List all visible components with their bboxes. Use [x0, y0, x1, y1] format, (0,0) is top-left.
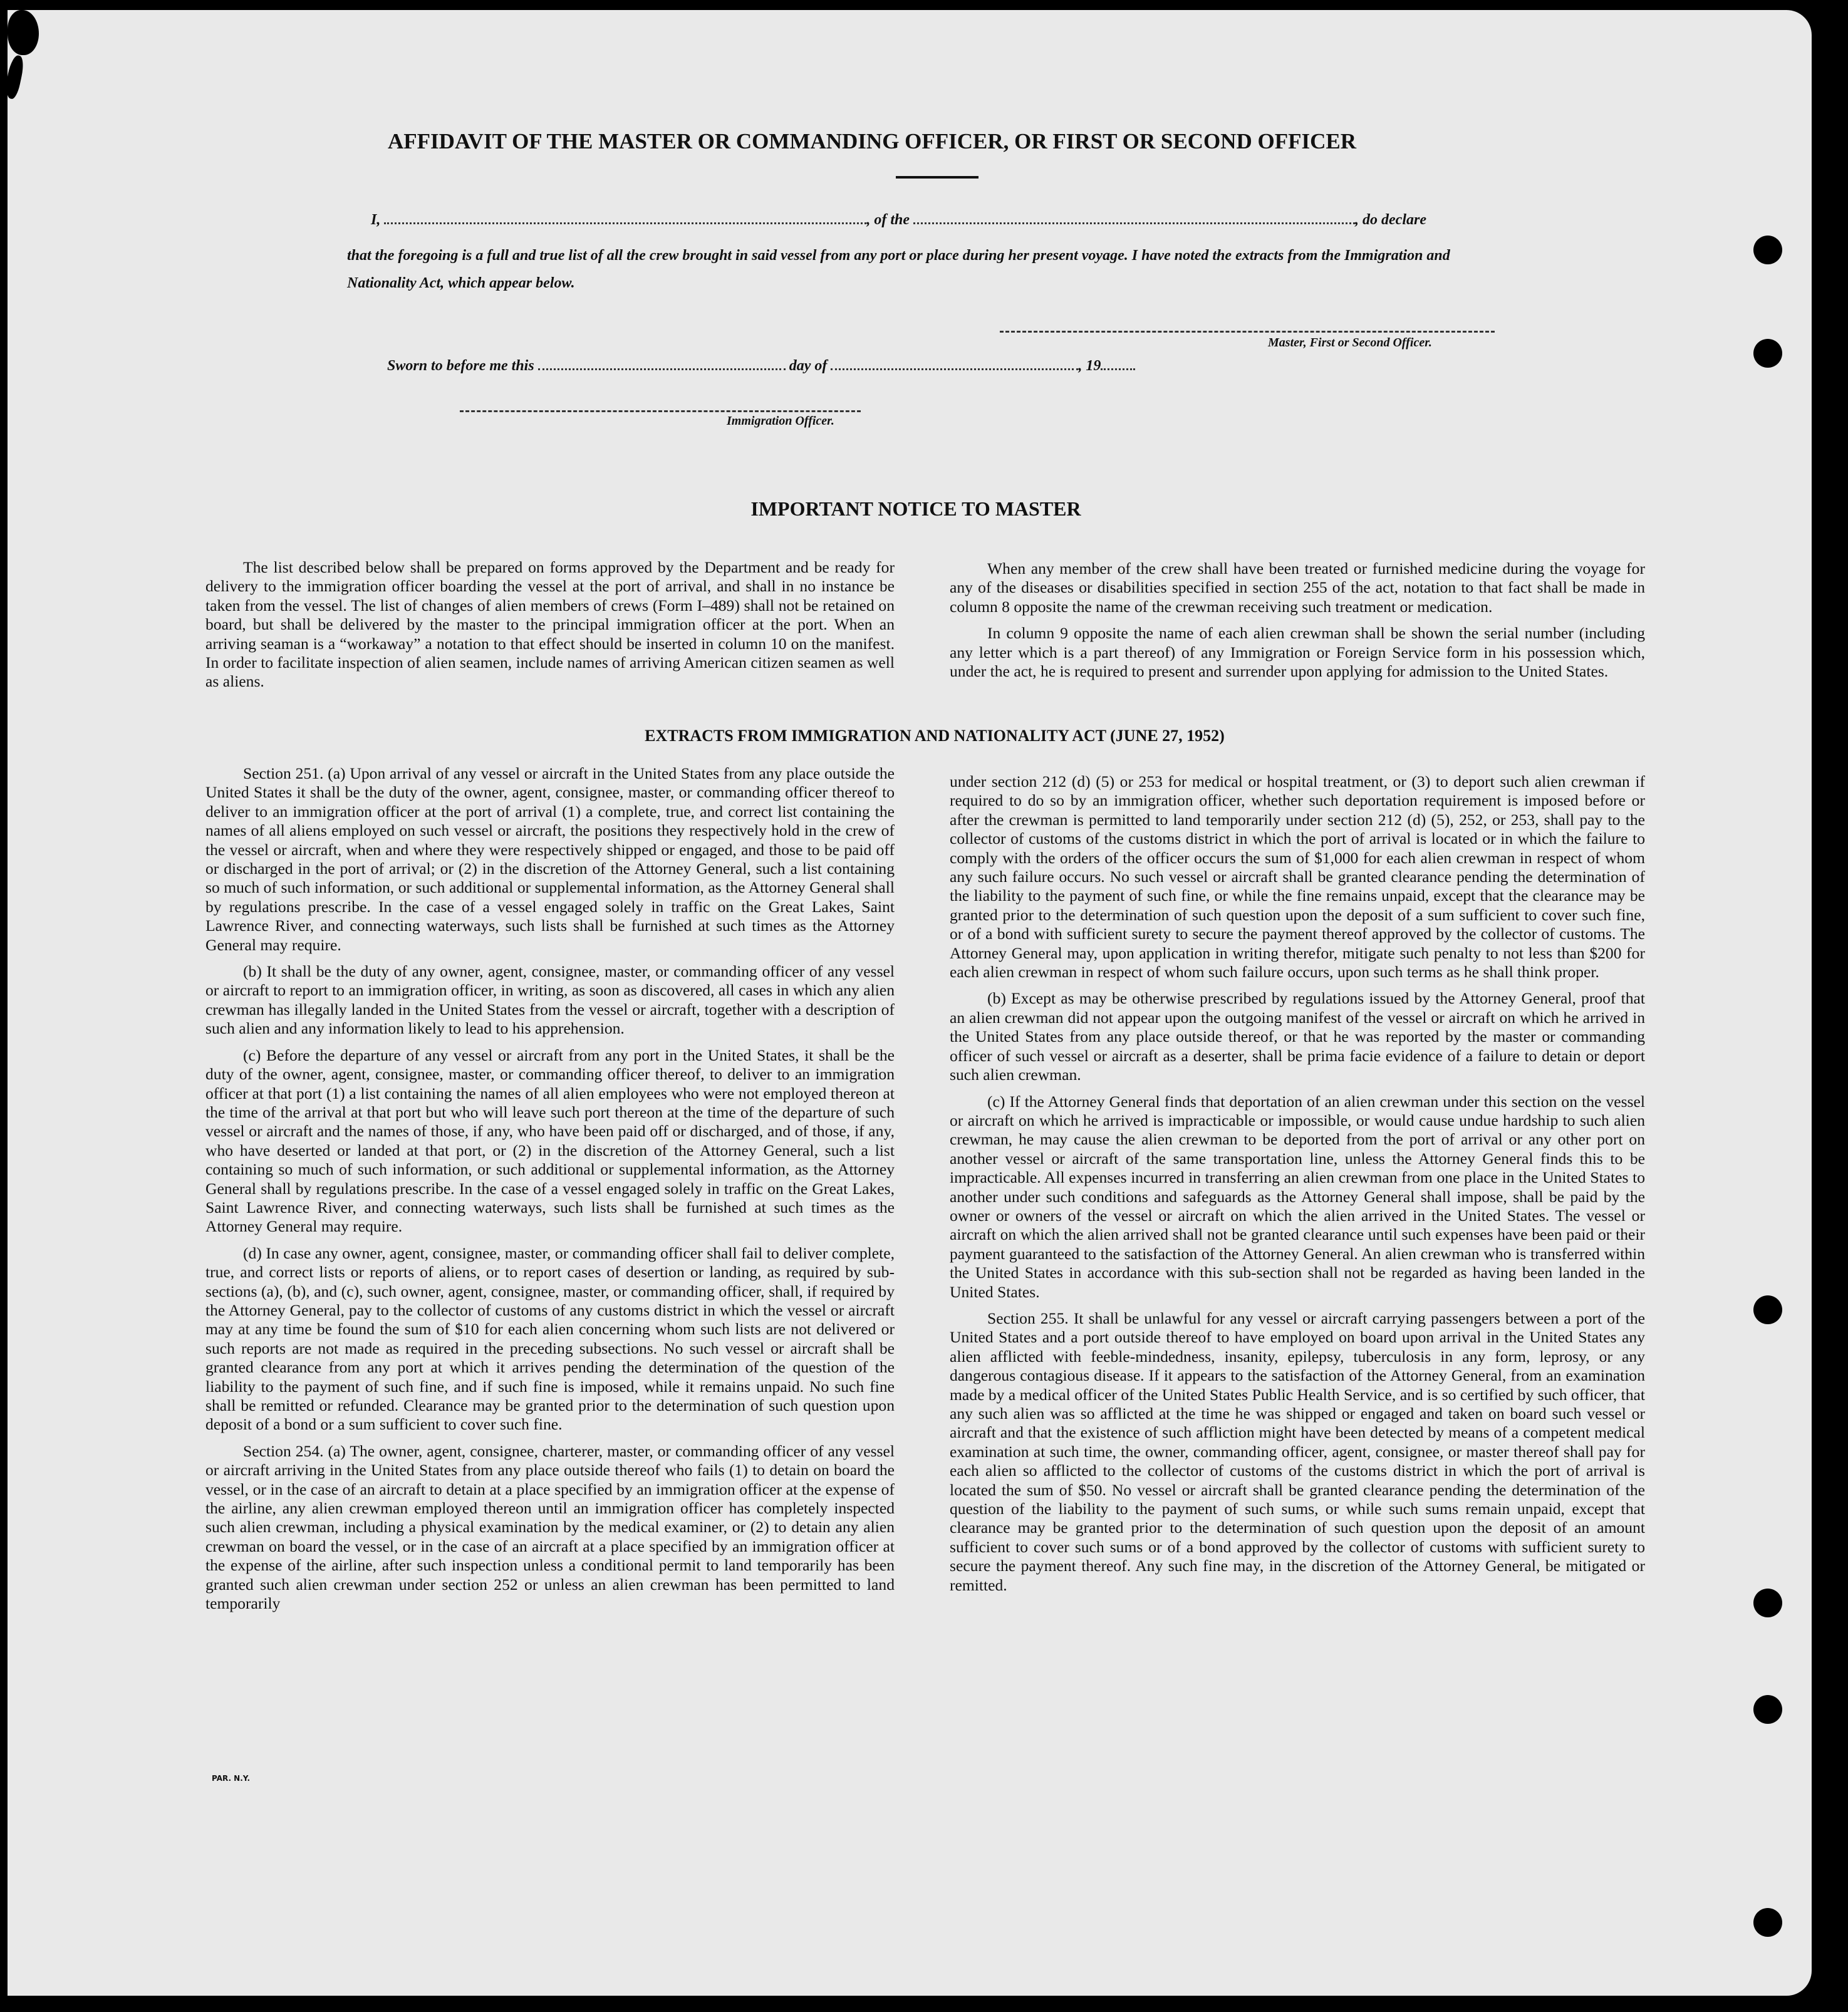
ink-blot — [8, 10, 39, 55]
master-signature-caption: Master, First or Second Officer. — [1268, 336, 1432, 350]
vessel-blank[interactable] — [913, 214, 1355, 224]
section-255: Section 255. It shall be unlawful for any vessel or aircraft carrying passengers between a port of the United States and a port outside thereof to have employed on board upon arrival in the United States any alien afflicted with feeble-mindedness, insanity, epilepsy, tuberculosis in any form, leprosy, or any dangerous contagious disease. If it appears to the satisfaction of the Attorney General, from an examination made by a medical officer of the United States Public Health Service, and is so certified by such officer, that any such alien was so afflicted at the time he was shipped or engaged and taken on board such vessel or aircraft and that the existence of such affliction might have been detected by means of a competent medical examination at such time, the owner, commanding officer, agent, consignee, or master thereof shall pay for each alien so afflicted to the collector of customs of the customs district in which the port of arrival is located the sum of $50. No vessel or aircraft shall be granted clearance pending the determination of the question of the liability to the payment of such sums, or while such sums remain unpaid, except that clearance may be granted prior to the determination of such question upon the deposit of an amount sufficient to cover such sums or of a bond approved by the collector of customs with sufficient surety to secure the payment thereof. Any such fine may, in the discretion of the Attorney General, be mitigated or remitted. — [950, 1309, 1645, 1594]
notice-title: IMPORTANT NOTICE TO MASTER — [750, 497, 1081, 520]
ink-blot — [3, 54, 26, 100]
officer-signature-line[interactable] — [460, 410, 861, 412]
section-251d: (d) In case any owner, agent, consignee, master, or commanding officer shall fail to deliver complete, true, and correct lists or reports of aliens, or to report cases of desertion or landing, as required by sub-sections (a), (b), and (c), such owner, agent, consignee, master, or commanding officer, shall, if required by the Attorney General, pay to the collector of customs of any customs district in which the vessel or aircraft may at any time be found the sum of $10 for each alien concerning whom such lists are not delivered or such reports are not made as required in the preceding subsections. No such vessel or aircraft shall be granted clearance from any port at which it arrives pending the determination of the question of the liability to the payment of such fine, and if such fine is imposed, while it remains unpaid. No such fine shall be remitted or refunded. Clearance may be granted prior to the determination of such question upon deposit of a bond or a sum sufficient to cover such fine. — [205, 1243, 895, 1434]
extracts-right-column — [950, 772, 1645, 1602]
sworn-line — [387, 358, 1264, 375]
punch-hole — [1753, 1695, 1782, 1724]
printer-mark: PAR. N.Y. — [212, 1774, 251, 1783]
notice-paragraph: In column 9 opposite the name of each alien crewman shall be shown the serial number (including any letter which is a part thereof) of any Immigration or Foreign Service form in his possession which, under the act, he is required to present and surrender upon applying for admission to the United States. — [950, 624, 1645, 681]
declaration-i-label: I, — [371, 212, 381, 228]
document-page — [8, 10, 1812, 1996]
extracts-title: EXTRACTS FROM IMMIGRATION AND NATIONALITY ACT (JUNE 27, 1952) — [645, 727, 1225, 745]
section-251a: Section 251. (a) Upon arrival of any vessel or aircraft in the United States from any place outside the United States it shall be the duty of the owner, agent, consignee, master, or commanding officer thereof to deliver to an immigration officer at the port of arrival (1) a complete, true, and correct list containing the names of all aliens employed on such vessel or aircraft, the positions they respectively hold in the crew of the vessel or aircraft, when and where they were respectively shipped or engaged, and those to be paid off or discharged in the port of arrival; or (2) in the discretion of the Attorney General, such a list containing so much of such information, or such additional or supplemental information, as the Attorney General shall by regulations prescribe. In the case of a vessel engaged solely in traffic on the Great Lakes, Saint Lawrence River, and connecting waterways, such lists shall be furnished at such times as the Attorney General may require. — [205, 764, 895, 954]
affidavit-title: AFFIDAVIT OF THE MASTER OR COMMANDING OFFICER, OR FIRST OR SECOND OFFICER — [388, 129, 1356, 153]
declaration-text: that the foregoing is a full and true list of all the crew brought in said vessel from any port or place during her present voyage. I have noted the extracts from the Immigration and Nationality Act, which appear below. — [347, 247, 1450, 291]
sworn-label: Sworn to before me this — [387, 358, 534, 374]
name-blank[interactable] — [384, 214, 866, 224]
of-the-label: , of the — [866, 212, 910, 228]
section-254a-continued: under section 212 (d) (5) or 253 for medical or hospital treatment, or (3) to deport such alien crewman if required to do so by an immigration officer, whether such deportation requirement is imposed before or after the crewman is permitted to land temporarily under section 212 (d) (5), 252, or 253, shall pay to the collector of customs of the customs district in which the port of arrival is located or in which the failure to comply with the orders of the officer occurs the sum of $1,000 for each alien crewman in respect of whom any such failure occurs. No such vessel or aircraft shall be granted clearance pending the determination of the liability to the payment of such fine, or while the fine remains unpaid, except that the clearance may be granted prior to the determination of such question upon the deposit of a sum sufficient to cover such fine, or of a bond with sufficient surety to secure the payment thereof approved by the collector of customs. The Attorney General may, upon application in writing therefor, mitigate such penalty to not less than $200 for each alien crewman in respect of whom such failure occurs, upon such terms as he shall think proper. — [950, 772, 1645, 982]
punch-hole — [1753, 236, 1782, 264]
punch-hole — [1753, 1295, 1782, 1324]
sworn-day-blank[interactable] — [538, 360, 786, 370]
section-251c: (c) Before the departure of any vessel or aircraft from any port in the United States, it shall be the duty of the owner, agent, consignee, master, or commanding officer thereof, to deliver to an immigration officer at that port (1) a list containing the names of all alien employees who were not employed thereon at the time of the arrival at that port but who will leave such port thereon at the time of the departure of such vessel or aircraft and the names of those, if any, who have been paid off or discharged, and of those, if any, who have deserted or landed at that port, or (2) in the discretion of the Attorney General, such a list containing so much of such information, or such additional or supplemental information, as the Attorney General shall by regulations prescribe. In the case of a vessel engaged solely in traffic on the Great Lakes, Saint Lawrence River, and connecting waterways, such lists shall be furnished at such times as the Attorney General may require. — [205, 1045, 895, 1236]
do-declare-label: , do declare — [1355, 212, 1426, 228]
year-prefix-label: , 19 — [1078, 358, 1101, 374]
master-signature-line[interactable] — [1000, 331, 1495, 333]
punch-hole — [1753, 1908, 1782, 1937]
section-251b: (b) It shall be the duty of any owner, agent, consignee, master, or commanding officer of any vessel or aircraft to report to an immigration officer, in writing, as soon as discovered, all cases in which any alien crewman has illegally landed in the United States from the vessel or aircraft, together with a description of such alien and any information likely to lead to his apprehension. — [205, 962, 895, 1038]
notice-paragraph: The list described below shall be prepared on forms approved by the Department and be ready for delivery to the immigration officer boarding the vessel at the port of arrival, and shall in no instance be taken from the vessel. The list of changes of alien members of crews (Form I–489) shall not be retained on board, but shall be delivered by the master to the principal immigration officer at the port. When an arriving seaman is a “workaway” a notation to that effect should be inserted in column 10 on the manifest. In order to facilitate inspection of alien seamen, include names of arriving American citizen seamen as well as aliens. — [205, 558, 895, 691]
section-254b: (b) Except as may be otherwise prescribed by regulations issued by the Attorney General, proof that an alien crewman did not appear upon the outgoing manifest of the vessel or aircraft on which he arrived in the United States from any place outside thereof, or that he was reported by the master or commanding officer of such vessel or aircraft as a deserter, shall be prima facie evidence of a failure to detain or deport such alien crewman. — [950, 989, 1645, 1084]
punch-hole — [1753, 339, 1782, 368]
officer-signature-caption: Immigration Officer. — [727, 414, 834, 428]
punch-hole — [1753, 1589, 1782, 1617]
declaration-line — [371, 212, 1498, 229]
sworn-year-blank[interactable] — [1101, 360, 1135, 370]
section-254c: (c) If the Attorney General finds that deportation of an alien crewman under this section on the vessel or aircraft on which he arrived is impracticable or impossible, or would cause undue hardship to such alien crewman, he may cause the alien crewman to be deported from the port of arrival or any other port on another vessel or aircraft of the same transportation line, unless the Attorney General finds this to be impracticable. All expenses incurred in transferring an alien crewman from one place in the United States to another under such conditions and safeguards as the Attorney General shall impose, shall be paid by the owner or owners of the vessel or aircraft on which the alien arrived in the United States. The vessel or aircraft on which the alien arrived shall not be granted clearance until such expenses have been paid or their payment guaranteed to the satisfaction of the Attorney General. An alien crewman who is transferred within the United States in accordance with this sub-section shall not be regarded as having been landed in the United States. — [950, 1092, 1645, 1301]
section-254a: Section 254. (a) The owner, agent, consignee, charterer, master, or commanding officer of any vessel or aircraft arriving in the United States from any place outside thereof who fails (1) to detain on board the vessel, or in the case of an aircraft to detain at a place specified by an immigration officer at the expense of the airline, any alien crewman employed thereon until an immigration officer has completely inspected such alien crewman, including a physical examination by the medical examiner, or (2) to detain any alien crewman on board the vessel, or in the case of an aircraft at a place specified by an immigration officer at the expense of the airline, after such inspection unless a conditional permit to land temporarily has been granted such alien crewman under section 252 or unless an alien crewman has been permitted to land temporarily — [205, 1441, 895, 1613]
notice-right-column — [950, 559, 1645, 688]
day-of-label: day of — [789, 358, 828, 374]
notice-paragraph: When any member of the crew shall have been treated or furnished medicine during the voyage for any of the diseases or disabilities specified in section 255 of the act, notation to that fact shall be made in column 8 opposite the name of the crewman receiving such treatment or medication. — [950, 559, 1645, 616]
extracts-left-column — [205, 764, 895, 1620]
sworn-month-blank[interactable] — [831, 360, 1078, 370]
title-rule — [896, 176, 979, 179]
notice-left-column — [205, 558, 895, 699]
